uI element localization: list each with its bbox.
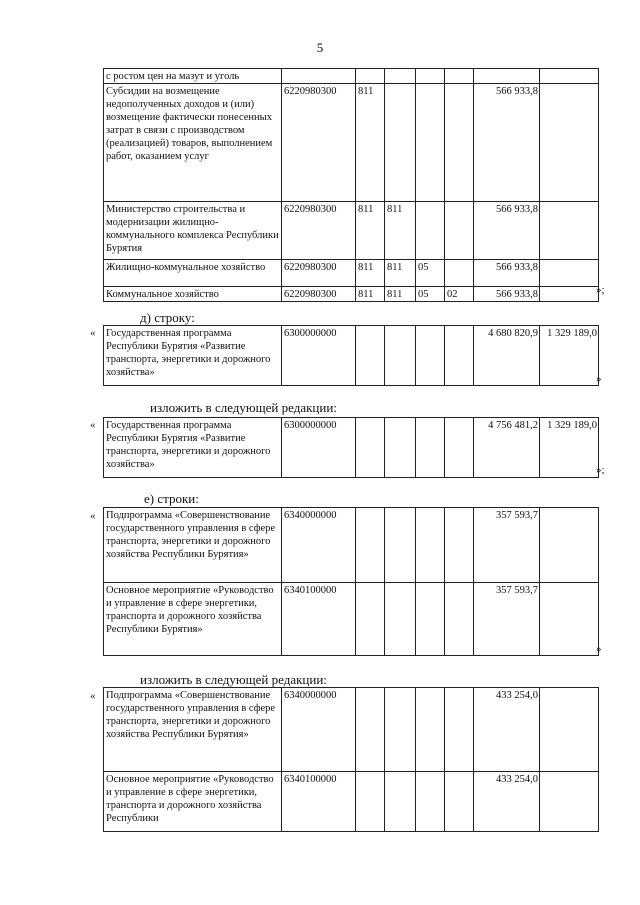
section-code-cell [416, 69, 445, 84]
program-code-cell: 6340100000 [282, 772, 356, 832]
amount-cell: 4 756 481,2 [474, 418, 540, 478]
amount-cell: 433 254,0 [474, 688, 540, 772]
page-number: 5 [316, 40, 324, 55]
new-row-table [103, 417, 599, 478]
amount-cell: 566 933,8 [474, 202, 540, 260]
closing-quote: » [596, 643, 602, 655]
program-code-cell: 6300000000 [282, 326, 356, 386]
ministry-code-cell: 811 [356, 287, 385, 302]
table-row [104, 69, 599, 84]
ministry-code-cell [356, 418, 385, 478]
section-code-cell [416, 688, 445, 772]
subsection-code-cell [445, 69, 474, 84]
section-code-cell: 05 [416, 260, 445, 287]
amount-cell: 357 593,7 [474, 583, 540, 656]
subsection-code-cell [445, 260, 474, 287]
subsection-code-cell [445, 688, 474, 772]
ministry-code-cell [356, 508, 385, 583]
subsection-code-cell [445, 772, 474, 832]
subsection-code-cell [445, 583, 474, 656]
opening-quote: « [90, 419, 96, 431]
ministry-code-cell [356, 69, 385, 84]
table-row [104, 772, 599, 832]
heading-new-wording-2: изложить в следующей редакции: [140, 672, 327, 687]
ministry-code-cell [356, 326, 385, 386]
ministry-code-cell [385, 418, 416, 478]
ministry-code-cell [385, 508, 416, 583]
amount-cell: 1 329 189,0 [540, 326, 599, 386]
subsection-code-cell [445, 326, 474, 386]
section-code-cell [416, 508, 445, 583]
ministry-code-cell [385, 326, 416, 386]
row-name-cell: Основное мероприятие «Руководство и управление в сфере энергетики, транспорта и дорожного хозяйства Республики [104, 772, 282, 832]
opening-quote: « [90, 690, 96, 702]
opening-quote: « [90, 327, 96, 339]
heading-e-rows: е) строки: [144, 491, 199, 506]
table-row [104, 418, 599, 478]
ministry-code-cell: 811 [385, 287, 416, 302]
program-code-cell: 6220980300 [282, 287, 356, 302]
section-code-cell: 05 [416, 287, 445, 302]
ministry-code-cell [385, 69, 416, 84]
section-code-cell [416, 326, 445, 386]
amount-cell [540, 69, 599, 84]
amount-cell [540, 84, 599, 202]
section-code-cell [416, 84, 445, 202]
row-name-cell: Подпрограмма «Совершенствование государственного управления в сфере транспорта, энергетики и дорожного хозяйства Республики Бурятия» [104, 508, 282, 583]
section-code-cell [416, 202, 445, 260]
ministry-code-cell: 811 [356, 84, 385, 202]
program-code-cell: 6220980300 [282, 84, 356, 202]
ministry-code-cell: 811 [385, 260, 416, 287]
row-name-cell: с ростом цен на мазут и уголь [104, 69, 282, 84]
ministry-code-cell: 811 [385, 202, 416, 260]
table-row [104, 260, 599, 287]
subsection-code-cell [445, 418, 474, 478]
ministry-code-cell [356, 583, 385, 656]
table-row [104, 508, 599, 583]
closing-quote-semicolon: »; [596, 284, 605, 296]
old-row-table [103, 325, 599, 386]
opening-quote: « [90, 510, 96, 522]
amount-cell [540, 202, 599, 260]
table-row [104, 326, 599, 386]
old-rows-table [103, 507, 599, 656]
table-row [104, 287, 599, 302]
subsection-code-cell [445, 84, 474, 202]
program-code-cell: 6340000000 [282, 688, 356, 772]
new-rows-table [103, 687, 599, 832]
ministry-code-cell [356, 772, 385, 832]
subsection-code-cell [445, 202, 474, 260]
program-code-cell: 6340100000 [282, 583, 356, 656]
program-code-cell: 6300000000 [282, 418, 356, 478]
ministry-code-cell [356, 688, 385, 772]
row-name-cell: Субсидии на возмещение недополученных доходов и (или) возмещение фактически понесенных затрат в связи с производством (реализацией) товаров, выполнением работ, оказанием услуг [104, 84, 282, 202]
amount-cell [540, 583, 599, 656]
program-code-cell [282, 69, 356, 84]
ministry-code-cell: 811 [356, 202, 385, 260]
section-code-cell [416, 418, 445, 478]
row-name-cell: Коммунальное хозяйство [104, 287, 282, 302]
row-name-cell: Подпрограмма «Совершенствование государственного управления в сфере транспорта, энергетики и дорожного хозяйства Республики Бурятия» [104, 688, 282, 772]
program-code-cell: 6340000000 [282, 508, 356, 583]
amount-cell [540, 772, 599, 832]
ministry-code-cell [385, 688, 416, 772]
row-name-cell: Государственная программа Республики Бурятия «Развитие транспорта, энергетики и дорожного хозяйства» [104, 326, 282, 386]
row-name-cell: Министерство строительства и модернизации жилищно-коммунального комплекса Республики Бурятия [104, 202, 282, 260]
program-code-cell: 6220980300 [282, 260, 356, 287]
ministry-code-cell [385, 772, 416, 832]
table-row [104, 583, 599, 656]
amount-cell [540, 287, 599, 302]
table-row [104, 202, 599, 260]
amount-cell [540, 260, 599, 287]
row-name-cell: Государственная программа Республики Бурятия «Развитие транспорта, энергетики и дорожного хозяйства» [104, 418, 282, 478]
table-row [104, 84, 599, 202]
table-row [104, 688, 599, 772]
amount-cell: 566 933,8 [474, 287, 540, 302]
closing-quote: » [596, 373, 602, 385]
amount-cell: 357 593,7 [474, 508, 540, 583]
budget-table-continuation [103, 68, 599, 302]
heading-new-wording-1: изложить в следующей редакции: [150, 400, 337, 415]
row-name-cell: Основное мероприятие «Руководство и управление в сфере энергетики, транспорта и дорожного хозяйства Республики Бурятия» [104, 583, 282, 656]
closing-quote-semicolon: »; [596, 464, 605, 476]
amount-cell: 433 254,0 [474, 772, 540, 832]
ministry-code-cell: 811 [356, 260, 385, 287]
amount-cell [540, 508, 599, 583]
subsection-code-cell [445, 508, 474, 583]
amount-cell: 566 933,8 [474, 84, 540, 202]
amount-cell [540, 688, 599, 772]
amount-cell [474, 69, 540, 84]
amount-cell: 566 933,8 [474, 260, 540, 287]
heading-d-row: д) строку: [140, 310, 195, 325]
amount-cell: 1 329 189,0 [540, 418, 599, 478]
ministry-code-cell [385, 84, 416, 202]
program-code-cell: 6220980300 [282, 202, 356, 260]
amount-cell: 4 680 820,9 [474, 326, 540, 386]
ministry-code-cell [385, 583, 416, 656]
section-code-cell [416, 583, 445, 656]
subsection-code-cell: 02 [445, 287, 474, 302]
row-name-cell: Жилищно-коммунальное хозяйство [104, 260, 282, 287]
section-code-cell [416, 772, 445, 832]
